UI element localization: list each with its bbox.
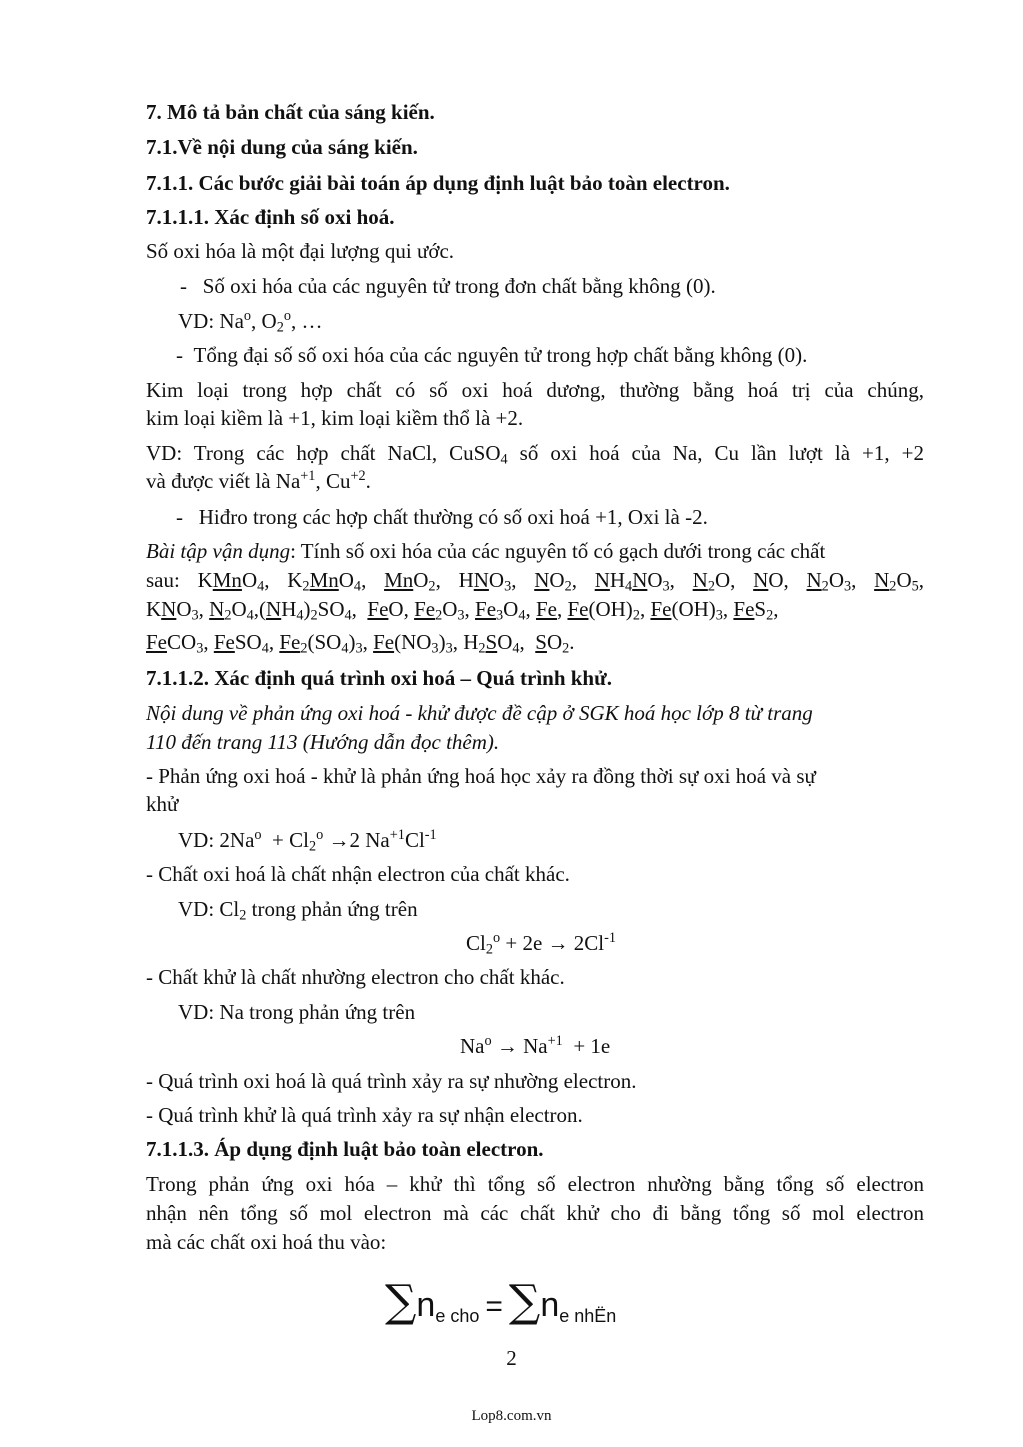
page-number: 2 [506, 1346, 517, 1370]
half-reaction-reduction: $Cl_2^o + 2e \to 2Cl^{-1}$ [466, 930, 617, 958]
example-2-line-1 [146, 439, 924, 467]
exercise-text: : Tính số oxi hóa của các nguyên tố có gạch dưới trong các chất [290, 539, 826, 563]
ex4-text2: trong phản ứng trên [246, 897, 418, 921]
footer-site: Lop8.com.vn [471, 1408, 552, 1424]
definition-4: - Quá trình oxi hoá là quá trình xảy ra sự nhường electron. [146, 1069, 637, 1093]
formula-list-1: sau: KMnO$_4$, $K_2MnO_4$, MnO$_2$, $HNO_3$, $NO_2$, $NH_4NO_3$, $N_2O$, NO, $N_2O_3$, $N_2O_5$, [146, 568, 924, 595]
example-2-line-2 [146, 467, 371, 495]
bullet-2-text: Tổng đại số số oxi hóa của các nguyên tử trong hợp chất bằng không (0). [193, 343, 808, 367]
example-1 [178, 307, 323, 335]
ex1-sub: 2 [276, 319, 284, 336]
reaction-example: VD: $2Na^o + Cl_2^o \to 2$ $Na^{+1}Cl^{-1}$ [178, 827, 437, 855]
bullet-dash: - [180, 274, 203, 298]
exercise-intro [146, 537, 825, 565]
note-line-1: Nội dung về phản ứng oxi hoá - khử được đề cập ở SGK hoá học lớp 8 từ trang [146, 701, 813, 725]
definition-2: - Chất oxi hoá là chất nhận electron của chất khác. [146, 862, 570, 886]
bullet-1-text: Số oxi hóa của các nguyên tử trong đơn chất bằng không (0). [202, 274, 716, 298]
definition-5: - Quá trình khử là quá trình xảy ra sự nhận electron. [146, 1103, 583, 1127]
right-subscript: e nhËn [559, 1306, 617, 1326]
ex2b-text: và được viết là Na [146, 469, 301, 493]
paragraph-line-3: mà các chất oxi hoá thu vào: [146, 1230, 387, 1254]
sum-symbol: ∑ [385, 1276, 417, 1327]
heading-7: 7. Mô tả bản chất của sáng kiến. [146, 100, 435, 124]
n-symbol: n [416, 1286, 436, 1324]
paragraph-line-1: Trong phản ứng oxi hóa – khử thì tổng số electron nhường bằng tổng số electron [146, 1172, 924, 1196]
note-line-2: 110 đến trang 113 (Hướng dẫn đọc thêm). [146, 730, 500, 754]
example-4 [178, 895, 418, 923]
bullet-3-text: Hiđro trong các hợp chất thường có số oxi hoá +1, Oxi là -2. [198, 505, 708, 529]
ex2-text2: số oxi hoá của Na, Cu lần lượt là +1, +2 [507, 441, 924, 465]
conservation-formula [385, 1276, 616, 1327]
ex1-prefix: VD: Na [178, 309, 244, 333]
definition-3: - Chất khử là chất nhường electron cho chất khác. [146, 965, 565, 989]
ex2-text: VD: Trong các hợp chất NaCl, CuSO [146, 441, 501, 465]
bullet-3 [176, 503, 708, 531]
bullet-2 [176, 341, 807, 369]
heading-7-1-1-3: 7.1.1.3. Áp dụng định luật bảo toàn electron. [146, 1137, 544, 1161]
ex4-sub: 2 [239, 907, 247, 924]
ex4-text: VD: Cl [178, 897, 240, 921]
ex1-end: , … [291, 309, 323, 333]
bullet-dash: - [176, 343, 194, 367]
n-symbol: n [540, 1286, 560, 1324]
equals-sign: = [485, 1290, 503, 1323]
formula-list-3: FeCO$_3$, FeSO$_4$, $Fe_2(SO_4)_3$, $Fe(NO_3)_3$, $H_2SO_4$, $SO_2$. [146, 630, 575, 657]
metal-line-2: kim loại kiềm là +1, kim loại kiềm thổ là +2. [146, 406, 524, 430]
ex2b-sup1: +1 [300, 468, 316, 485]
definition-1b: khử [146, 792, 179, 816]
ex2b-text2: , Cu [315, 469, 351, 493]
example-5: VD: Na trong phản ứng trên [178, 1000, 416, 1024]
ex1-sup2: o [283, 308, 291, 325]
heading-7-1: 7.1.Về nội dung của sáng kiến. [146, 135, 418, 159]
bullet-dash: - [176, 505, 199, 529]
ex2b-sup2: +2 [350, 468, 366, 485]
left-subscript: e cho [435, 1306, 480, 1326]
formula-list-2: $KNO_3$, $N_2O_4,(NH_4)_2SO_4$, FeO, $Fe_2O_3$, $Fe_3O_4$, Fe, $Fe(OH)_2$, $Fe(OH)_3$, FeS$_2$, [146, 597, 779, 624]
sum-symbol: ∑ [508, 1276, 541, 1327]
ex2-sub: 4 [500, 451, 508, 468]
ex2b-text3: . [365, 469, 371, 493]
metal-line-1: Kim loại trong hợp chất có số oxi hoá dương, thường bằng hoá trị của chúng, [146, 378, 924, 402]
ex1-sup1: o [243, 308, 252, 325]
exercise-label: Bài tập vận dụng [146, 539, 291, 563]
heading-7-1-1: 7.1.1. Các bước giải bài toán áp dụng định luật bảo toàn electron. [146, 171, 730, 195]
intro-text: Số oxi hóa là một đại lượng qui ước. [146, 239, 455, 263]
heading-7-1-1-1: 7.1.1.1. Xác định số oxi hoá. [146, 205, 395, 229]
half-reaction-oxidation: $Na^o \to Na^{+1} + 1e$ [460, 1033, 611, 1058]
definition-1a: - Phản ứng oxi hoá - khử là phản ứng hoá học xảy ra đồng thời sự oxi hoá và sự [146, 764, 816, 788]
ex1-mid: , O [251, 309, 277, 333]
paragraph-line-2: nhận nên tổng số mol electron mà các chất khử cho đi bằng tổng số mol electron [146, 1201, 924, 1225]
heading-7-1-1-2: 7.1.1.2. Xác định quá trình oxi hoá – Quá trình khử. [146, 666, 612, 690]
bullet-1 [180, 272, 716, 300]
